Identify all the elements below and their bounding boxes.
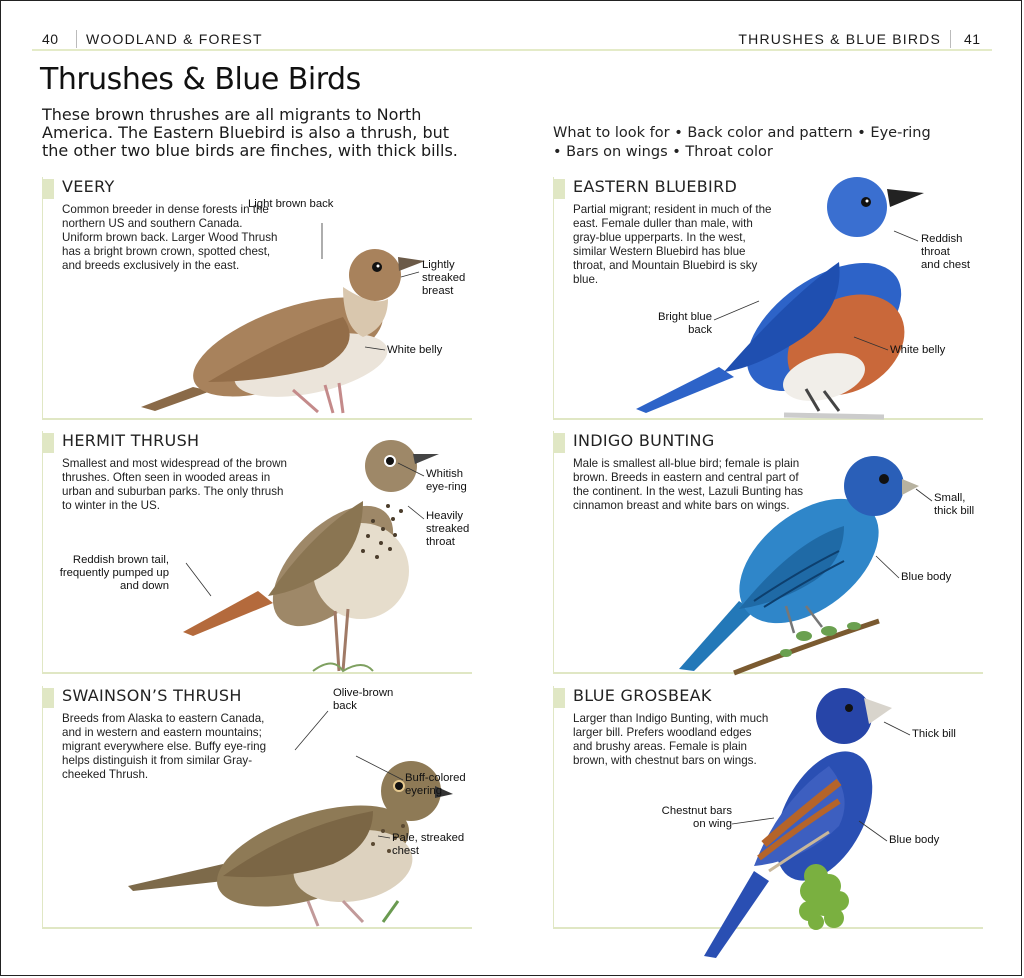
species-description: Male is smallest all-blue bird; female is plain brown. Breeds in eastern and central part of the continent. In the west, Lazuli Bunting has cinnamon breast and white bars on wings.	[573, 457, 804, 512]
label-chestnut-bars-on-wing: Chestnut bars on wing	[661, 805, 732, 830]
species-name: VEERY	[62, 177, 115, 196]
species-description: Smallest and most widespread of the brown thrushes. Often seen in wooded areas in urban and suburban parks. The only thrush to winter in the US.	[62, 457, 287, 512]
label-white-belly: White belly	[890, 344, 946, 356]
what-to-look-for: What to look for • Back color and pattern • Eye-ring • Bars on wings • Throat color	[553, 125, 931, 160]
species-description: Common breeder in dense forests in the northern US and southern Canada. Uniform brown back. Larger Wood Thrush has a bright brown crown, spotted chest, and breeds exclusively in the east.	[62, 203, 278, 272]
swainsons-thrush-illustration	[43, 686, 473, 929]
species-card-blue-grosbeak	[553, 686, 983, 929]
label-blue-body: Blue body	[901, 571, 952, 583]
species-card-hermit-thrush	[42, 431, 472, 674]
label-lightly-streaked-breast: Lightly streaked breast	[422, 259, 466, 297]
veery-bird	[141, 249, 425, 417]
blue-grosbeak-illustration	[554, 686, 984, 929]
species-name: SWAINSON’S THRUSH	[62, 686, 242, 705]
intro-text: These brown thrushes are all migrants to North America. The Eastern Bluebird is also a thrush, but the other two blue birds are finches, with thick bills.	[42, 105, 458, 160]
label-reddish-throat-and-chest: Reddish throat and chest	[921, 233, 970, 271]
label-white-belly: White belly	[387, 344, 443, 356]
species-description: Partial migrant; resident in much of the east. Female duller than male, with gray-blue upperparts. In the west, similar Western Bluebird has blue throat, and Mountain Bluebird is sky blue.	[573, 203, 772, 286]
species-card-veery	[42, 177, 472, 420]
running-header	[0, 28, 1024, 50]
indigo-bunting-illustration	[554, 431, 984, 674]
label-whitish-eye-ring: Whitish eye-ring	[426, 468, 467, 493]
species-card-swainsons-thrush	[42, 686, 472, 929]
species-name: EASTERN BLUEBIRD	[573, 177, 738, 196]
right-section-title: THRUSHES & BLUE BIRDS	[738, 31, 941, 47]
label-small-thick-bill: Small, thick bill	[934, 492, 975, 517]
left-page-number: 40	[42, 31, 59, 47]
label-olive-brown-back: Olive-brown back	[333, 687, 394, 712]
eastern-bluebird-bird	[636, 177, 924, 417]
species-name: INDIGO BUNTING	[573, 431, 715, 450]
label-reddish-brown-tail: Reddish brown tail, frequently pumped up and down	[59, 554, 169, 592]
species-description: Larger than Indigo Bunting, with much larger bill. Prefers woodland edges and brushy areas. Female is plain brown, with chestnut bars on wings.	[573, 712, 769, 767]
eastern-bluebird-illustration	[554, 177, 984, 420]
species-name: HERMIT THRUSH	[62, 431, 200, 450]
hermit-thrush-illustration	[43, 431, 473, 674]
label-buff-colored-eyering: Buff-colored eyering	[405, 772, 466, 797]
hermit-thrush-bird	[183, 440, 439, 671]
page-title: Thrushes & Blue Birds	[40, 62, 361, 97]
label-thick-bill: Thick bill	[912, 728, 956, 740]
left-section-title: WOODLAND & FOREST	[86, 31, 263, 47]
species-description: Breeds from Alaska to eastern Canada, and in western and eastern mountains; migrant everywhere else. Buffy eye-ring helps distinguish it from similar Gray-cheeked Thrush.	[62, 712, 267, 781]
label-pale-streaked-chest: Pale, streaked chest	[392, 832, 465, 857]
label-bright-blue-back: Bright blue back	[657, 311, 712, 336]
blue-grosbeak-bird	[704, 688, 892, 958]
header-divider	[950, 30, 951, 48]
right-page-number: 41	[964, 31, 981, 47]
label-heavily-streaked-throat: Heavily streaked throat	[426, 510, 470, 548]
header-rule	[32, 49, 992, 51]
header-divider	[76, 30, 77, 48]
label-light-brown-back: Light brown back	[248, 198, 334, 210]
species-name: BLUE GROSBEAK	[573, 686, 712, 705]
indigo-bunting-bird	[679, 456, 919, 673]
species-card-indigo-bunting	[553, 431, 983, 674]
veery-illustration	[43, 177, 473, 420]
label-blue-body: Blue body	[889, 834, 940, 846]
species-card-eastern-bluebird	[553, 177, 983, 420]
